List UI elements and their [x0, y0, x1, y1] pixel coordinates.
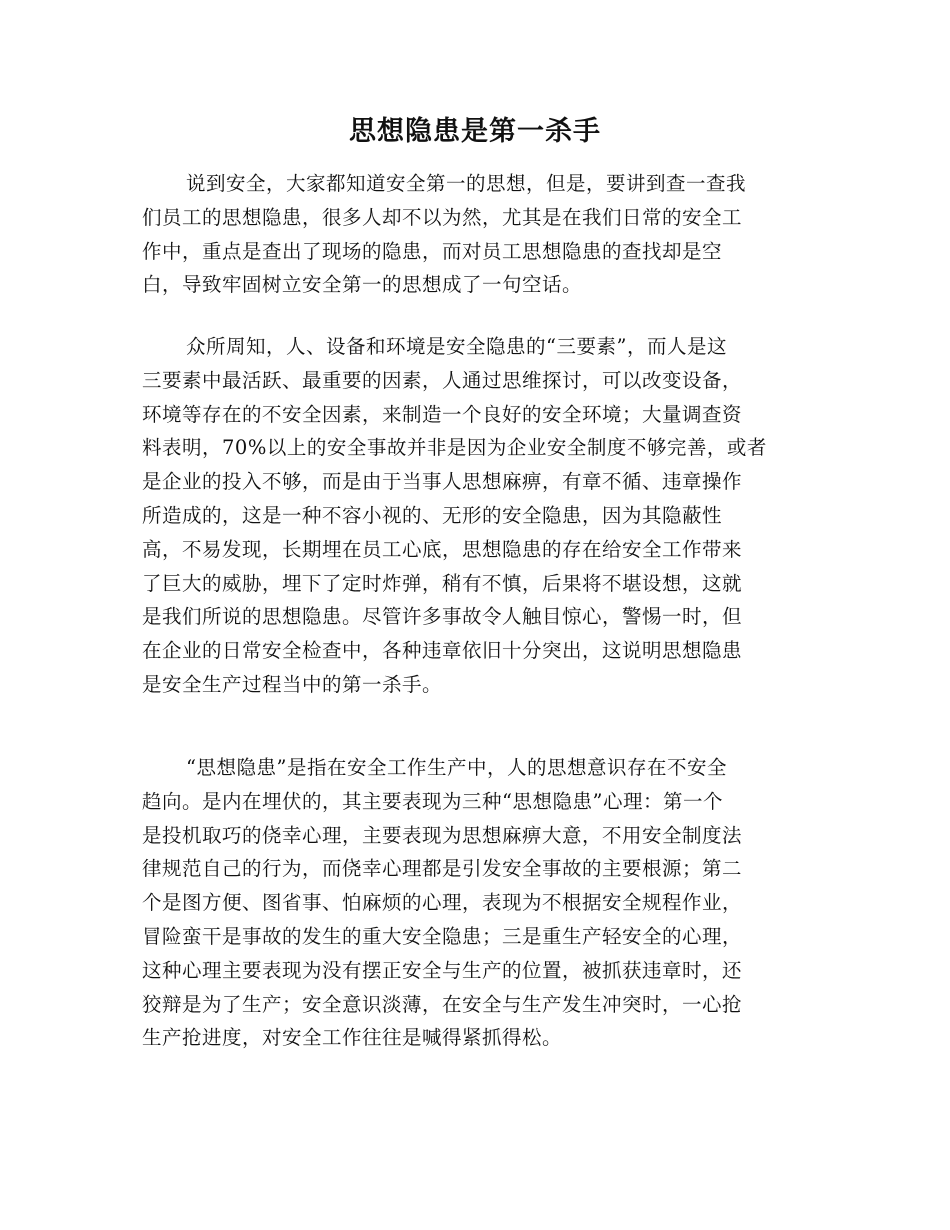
paragraph-line: 众所周知，人、设备和环境是安全隐患的“三要素”，而人是这	[186, 335, 727, 358]
paragraph-line: 狡辩是为了生产；安全意识淡薄，在安全与生产发生冲突时，一心抢	[142, 992, 743, 1016]
paragraph-3	[142, 751, 742, 1055]
paragraph-line: “思想隐患”是指在安全工作生产中，人的思想意识存在不安全	[186, 756, 727, 779]
paragraph-line: 冒险蛮干是事故的发生的重大安全隐患；三是重生产轻安全的心理，	[142, 924, 743, 948]
paragraph-line: 高，不易发现，长期埋在员工心底，思想隐患的存在给安全工作带来	[142, 537, 743, 561]
paragraph-line: 律规范自己的行为，而侥幸心理都是引发安全事故的主要根源；第二	[142, 857, 743, 881]
paragraph-line: 是安全生产过程当中的第一杀手。	[142, 672, 443, 696]
page-title: 思想隐患是第一杀手	[349, 116, 601, 147]
paragraph-line: 料表明，70%以上的安全事故并非是因为企业安全制度不够完善，或者	[142, 436, 767, 460]
paragraph-line: 们员工的思想隐患，很多人却不以为然，尤其是在我们日常的安全工	[142, 205, 743, 229]
paragraph-line: 生产抢进度，对安全工作往往是喊得紧抓得松。	[142, 1026, 563, 1050]
paragraph-line: 所造成的，这是一种不容小视的、无形的安全隐患，因为其隐蔽性	[142, 503, 723, 527]
paragraph-line: 了巨大的威胁，埋下了定时炸弹，稍有不慎，后果将不堪设想，这就	[142, 571, 743, 595]
paragraph-line: 是我们所说的思想隐患。尽管许多事故令人触目惊心，警惕一时，但	[142, 605, 743, 629]
paragraph-line: 是投机取巧的侥幸心理，主要表现为思想麻痹大意，不用安全制度法	[142, 823, 743, 847]
paragraph-line: 在企业的日常安全检查中，各种违章依旧十分突出，这说明思想隐患	[142, 639, 743, 663]
paragraph-line: 三要素中最活跃、最重要的因素，人通过思维探讨，可以改变设备，	[142, 368, 743, 392]
paragraph-line: 作中，重点是查出了现场的隐患，而对员工思想隐患的查找却是空	[142, 239, 723, 263]
paragraph-line: 是企业的投入不够，而是由于当事人思想麻痹，有章不循、违章操作	[142, 470, 743, 494]
paragraph-2	[142, 330, 767, 702]
paragraph-line: 这种心理主要表现为没有摆正安全与生产的位置，被抓获违章时，还	[142, 958, 743, 982]
paragraph-line: 说到安全，大家都知道安全第一的思想，但是，要讲到查一查我	[186, 172, 747, 195]
paragraph-1	[142, 167, 746, 302]
paragraph-line: 趋向。是内在埋伏的，其主要表现为三种“思想隐患”心理：第一个	[142, 789, 723, 813]
paragraph-line: 个是图方便、图省事、怕麻烦的心理，表现为不根据安全规程作业，	[142, 891, 743, 915]
paragraph-line: 白，导致牢固树立安全第一的思想成了一句空话。	[142, 273, 583, 297]
paragraph-line: 环境等存在的不安全因素，来制造一个良好的安全环境；大量调查资	[142, 402, 743, 426]
